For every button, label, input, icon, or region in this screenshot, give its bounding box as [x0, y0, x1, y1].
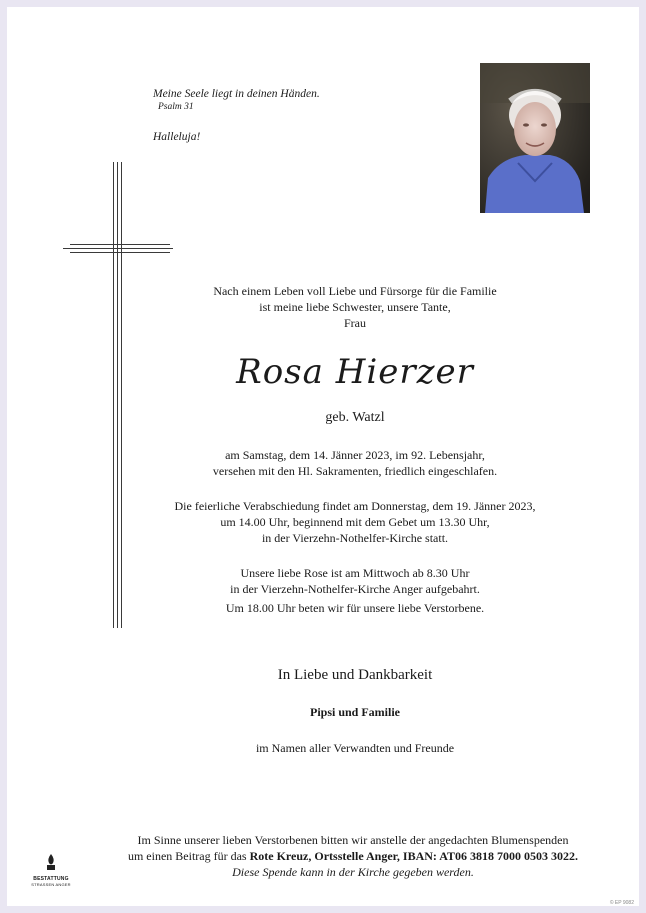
logo-sub: STRASSEN ANGER [31, 882, 71, 887]
donation-line-2-prefix: um einen Beitrag für das [127, 849, 250, 863]
donation-line-2 [90, 848, 616, 864]
death-line-2: versehen mit den Hl. Sakramenten, friedlich eingeschlafen. [212, 464, 498, 478]
viewing-line-3: Um 18.00 Uhr beten wir für unsere liebe Verstorbene. [225, 601, 485, 615]
thanks-line: In Liebe und Dankbarkeit [277, 667, 433, 683]
cross-horizontal-line-2 [63, 248, 173, 249]
cross-horizontal-line-3 [70, 252, 170, 253]
bible-verse: Meine Seele liegt in deinen Händen. [153, 88, 320, 100]
birth-name: geb. Watzl [325, 410, 385, 425]
intro-line-1: Nach einem Leben voll Liebe und Fürsorge für die Familie [213, 284, 497, 298]
cross-horizontal-line-1 [70, 244, 170, 245]
cross-vertical-line-2 [117, 162, 118, 628]
farewell-line-1: Die feierliche Verabschiedung findet am Donnerstag, dem 19. Jänner 2023, [174, 499, 536, 513]
hallelujah: Halleluja! [153, 131, 201, 143]
mourners: Pipsi und Familie [309, 705, 401, 719]
relatives-line: im Namen aller Verwandten und Freunde [255, 741, 455, 755]
cross-vertical-line-3 [121, 162, 122, 628]
donation-iban: Rote Kreuz, Ortsstelle Anger, IBAN: AT06 3818 7000 0503 3022. [249, 849, 579, 863]
document-code: © EP 9082 [609, 900, 634, 906]
donation-line-1: Im Sinne unserer lieben Verstorbenen bitten wir anstelle der angedachten Blumenspenden [137, 833, 569, 847]
farewell-line-3: in der Vierzehn-Nothelfer-Kirche statt. [261, 531, 449, 545]
candle-flame-icon [43, 853, 59, 871]
intro-line-2: ist meine liebe Schwester, unsere Tante, [259, 300, 451, 314]
donation-line-3: Diese Spende kann in der Kirche gegeben werden. [232, 865, 474, 879]
funeral-home-logo [26, 853, 76, 888]
donation-note [90, 832, 616, 880]
cross-vertical-line-1 [113, 162, 114, 628]
portrait-photo [480, 63, 590, 213]
logo-name: BESTATTUNG [33, 876, 69, 882]
viewing-line-1: Unsere liebe Rose ist am Mittwoch ab 8.30 Uhr [240, 566, 470, 580]
intro-line-3: Frau [344, 316, 366, 330]
death-line-1: am Samstag, dem 14. Jänner 2023, im 92. Lebensjahr, [225, 448, 485, 462]
farewell-line-2: um 14.00 Uhr, beginnend mit dem Gebet um 13.30 Uhr, [220, 515, 490, 529]
portrait-illustration [480, 63, 590, 213]
viewing-line-2: in der Vierzehn-Nothelfer-Kirche Anger aufgebahrt. [230, 582, 480, 596]
deceased-name: Rosa Hierzer [236, 352, 474, 392]
verse-source: Psalm 31 [158, 102, 194, 112]
